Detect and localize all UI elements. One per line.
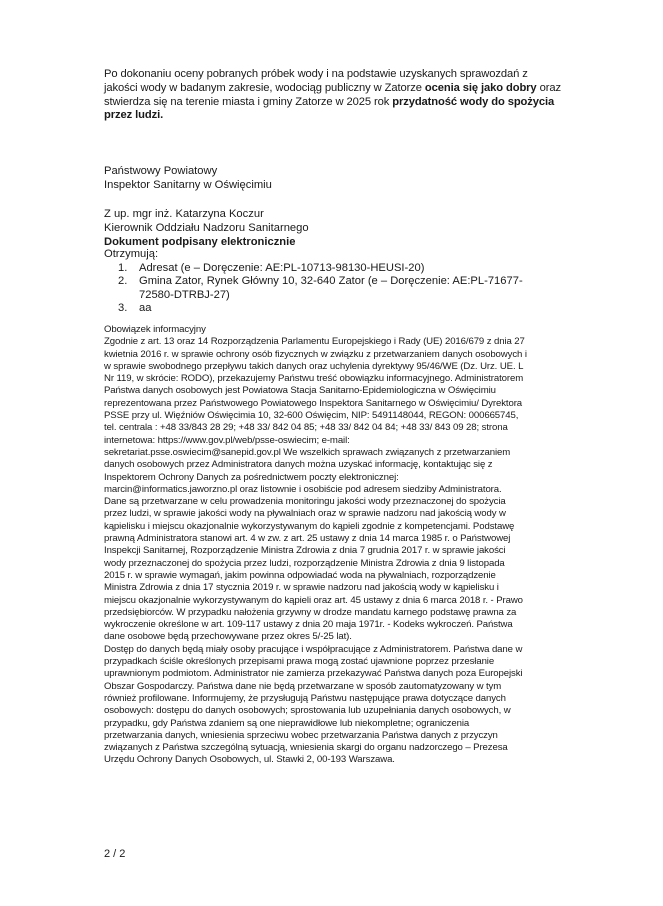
info-line: Dane są przetwarzane w celu prowadzenia monitoringu jakości wody przeznaczonej do spożycia [104,496,506,508]
info-line: sekretariat.psse.oswiecim@sanepid.gov.pl We wszelkich sprawach związanych z przetwarzaniem [104,446,511,458]
info-line: Ministra Zdrowia z dnia 17 stycznia 2019 r. w sprawie nadzoru nad jakością wody w kąpielisku i [104,582,499,594]
assessment-verdict: ocenia się jako dobry [424,81,537,94]
assessment-line [104,82,561,96]
recipient-text: Gmina Zator, Rynek Główny 10, 32-640 Zator (e – Doręczenie: AE:PL-71677- [139,275,523,287]
signed-note: Dokument podpisany elektronicznie [104,236,296,248]
recipient-item [118,262,523,276]
info-line: Obszar Gospodarczy. Państwa dane nie będą przetwarzane w sposób zautomatyzowany w tym [104,680,502,692]
info-line: związanych z Państwa szczególną sytuacją, wniesienia skargi do organu nadzorczego – Prezesa [104,742,508,754]
signatory-name: Z up. mgr inż. Katarzyna Koczur [104,208,264,220]
info-line: marcin@informatics.jaworzno.pl oraz listownie i osobiście pod adresem siedziby Administratora. [104,483,502,495]
info-line: reprezentowana przez Państwowego Powiatowego Inspektora Sanitarnego w Oświęcimiu/ Dyrektora [104,397,523,409]
info-heading: Obowiązek informacyjny [104,324,206,335]
info-line: Dostęp do danych będą miały osoby pracujące i współpracujące z Administratorem. Państwa dane w [104,643,523,655]
info-body [104,336,527,766]
info-line: uprawnionym podmiotom. Administrator nie zamierza przekazywać Państwa danych poza Europejski [104,668,523,680]
text: Po dokonaniu oceny pobranych próbek wody i na podstawie uzyskanych sprawozdań z [104,68,528,80]
info-line: Państwa danych osobowych jest Powiatowa Stacja Sanitarno-Epidemiologiczna w Oświęcimiu [104,385,496,397]
info-line: Urzędu Ochrony Danych Osobowych, ul. Stawki 2, 00-193 Warszawa. [104,754,395,766]
recipient-number: 1. [118,261,128,274]
recipient-number: 2. [118,275,128,287]
text: stwierdza się na terenie miasta i gminy Zatorze w 2025 rok [104,95,393,108]
text: jakości wody w badanym zakresie, wodociąg publiczny w Zatorze [104,81,425,94]
info-line: Zgodnie z art. 13 oraz 14 Rozporządzenia Parlamentu Europejskiego i Rady (UE) 2016/679 z dnia 27 [104,336,525,348]
assessment-paragraph [104,68,561,123]
assessment-line [104,68,561,82]
info-line: kąpielisku i miejscu okazjonalnie wykorzystywanym do kąpieli zgodnie z kompetencjami. Podstawę [104,520,515,532]
info-line: przez ludzi, w sprawie jakości wody na pływalniach oraz w sprawie nadzoru nad jakością wody w [104,508,506,520]
authority-line: Państwowy Powiatowy [104,165,218,177]
info-line: prawną Administratora stanowi art. 4 w zw. z art. 25 ustawy z dnia 14 marca 1985 r. o Państwowej [104,533,511,545]
info-line: Inspektorem Ochrony Danych za pośrednictwem poczty elektronicznej: [104,471,399,483]
info-clause [104,324,527,767]
info-line: internetowa: https://www.gov.pl/web/psse-oswiecim; e-mail: [104,434,350,446]
recipient-text: Adresat (e – Doręczenie: AE:PL-10713-98130-HEUSI-20) [139,261,425,274]
info-line: Nr 119, w skrócie: RODO), przekazujemy Państwu treść obowiązku informacyjnego. Administratorem [104,373,524,385]
info-line: danych osobowych przez Administratora danych można uzyskać informację, kontaktując się z [104,459,493,471]
info-line: w sprawie swobodnego przepływu takich danych oraz uchylenia dyrektywy 95/46/WE (Dz. Urz. UE. L [104,360,524,372]
assessment-line [104,96,561,110]
info-line: wody przeznaczonej do spożycia przez ludzi, rozporządzenie Ministra Zdrowia z dnia 9 listopada [104,557,505,569]
signatory-position: Kierownik Oddziału Nadzoru Sanitarnego [104,222,309,234]
info-line: przypadku, gdy Państwa zdaniem są one nieprawidłowe lub niekompletne; ograniczenia [104,717,470,729]
recipients-list [104,262,523,316]
info-line: również profilowane. Informujemy, że przysługują Państwu następujące prawa dotyczące danych [104,692,506,704]
info-line: osobowych: dostępu do danych osobowych; sprostowania lub uzupełniania danych osobowych, w [104,705,511,717]
info-line: 2015 r. w sprawie wymagań, jakim powinna odpowiadać woda na pływalniach, rozporządzenie [104,569,496,581]
recipient-number: 3. [118,302,128,314]
text: oraz [536,81,561,94]
info-line: przetwarzania danych, wniesienia sprzeciwu wobec przetwarzania Państwa danych z przyczyn [104,729,498,741]
authority-block [104,164,272,192]
recipient-text: 72580-DTRBJ-27) [139,288,230,301]
recipient-item [118,302,523,316]
info-line: Inspekcji Sanitarnej, Rozporządzenie Ministra Zdrowia z dnia 7 grudnia 2017 r. w sprawie jakości [104,545,506,557]
authority-line: Inspektor Sanitarny w Oświęcimiu [104,179,272,191]
info-line: miejscu okazjonalnie wykorzystywanym do kąpieli oraz art. 45 ustawy z dnia 6 marca 2018 r. - Prawo [104,594,523,606]
info-line: tel. centrala : +48 33/843 28 29; +48 33/ 842 04 85; +48 33/ 842 04 84; +48 33/ 843 09 28; strona [104,422,508,434]
info-line: przypadkach ściśle określonych przepisami prawa mogą zostać ujawnione poprzez przesłanie [104,656,495,668]
recipient-item [118,275,523,302]
info-line: przedsiębiorców. W przypadku nałożenia grzywny w drodze mandatu karnego podstawę prawna za [104,606,517,618]
assessment-fitness: przydatność wody do spożycia [392,95,555,108]
recipient-text: aa [139,302,152,314]
assessment-line: przez ludzi. [104,109,164,122]
signatory-block [104,207,309,249]
page-number: 2 / 2 [104,848,126,860]
info-line: wykroczenie określone w art. 109-117 ustawy z dnia 20 maja 1971r. - Kodeks wykroczeń. Państwa [104,619,513,631]
recipients-block [104,248,523,316]
recipients-heading: Otrzymują: [104,248,159,260]
info-line: dane osobowe będą przechowywane przez okres 5/-25 lat). [104,631,352,643]
info-line: kwietnia 2016 r. w sprawie ochrony osób fizycznych w związku z przetwarzaniem danych osobowych i [104,348,527,360]
info-line: PSSE przy ul. Więźniów Oświęcimia 10, 32-600 Oświęcim, NIP: 5491148044, REGON: 000665745, [104,410,519,422]
